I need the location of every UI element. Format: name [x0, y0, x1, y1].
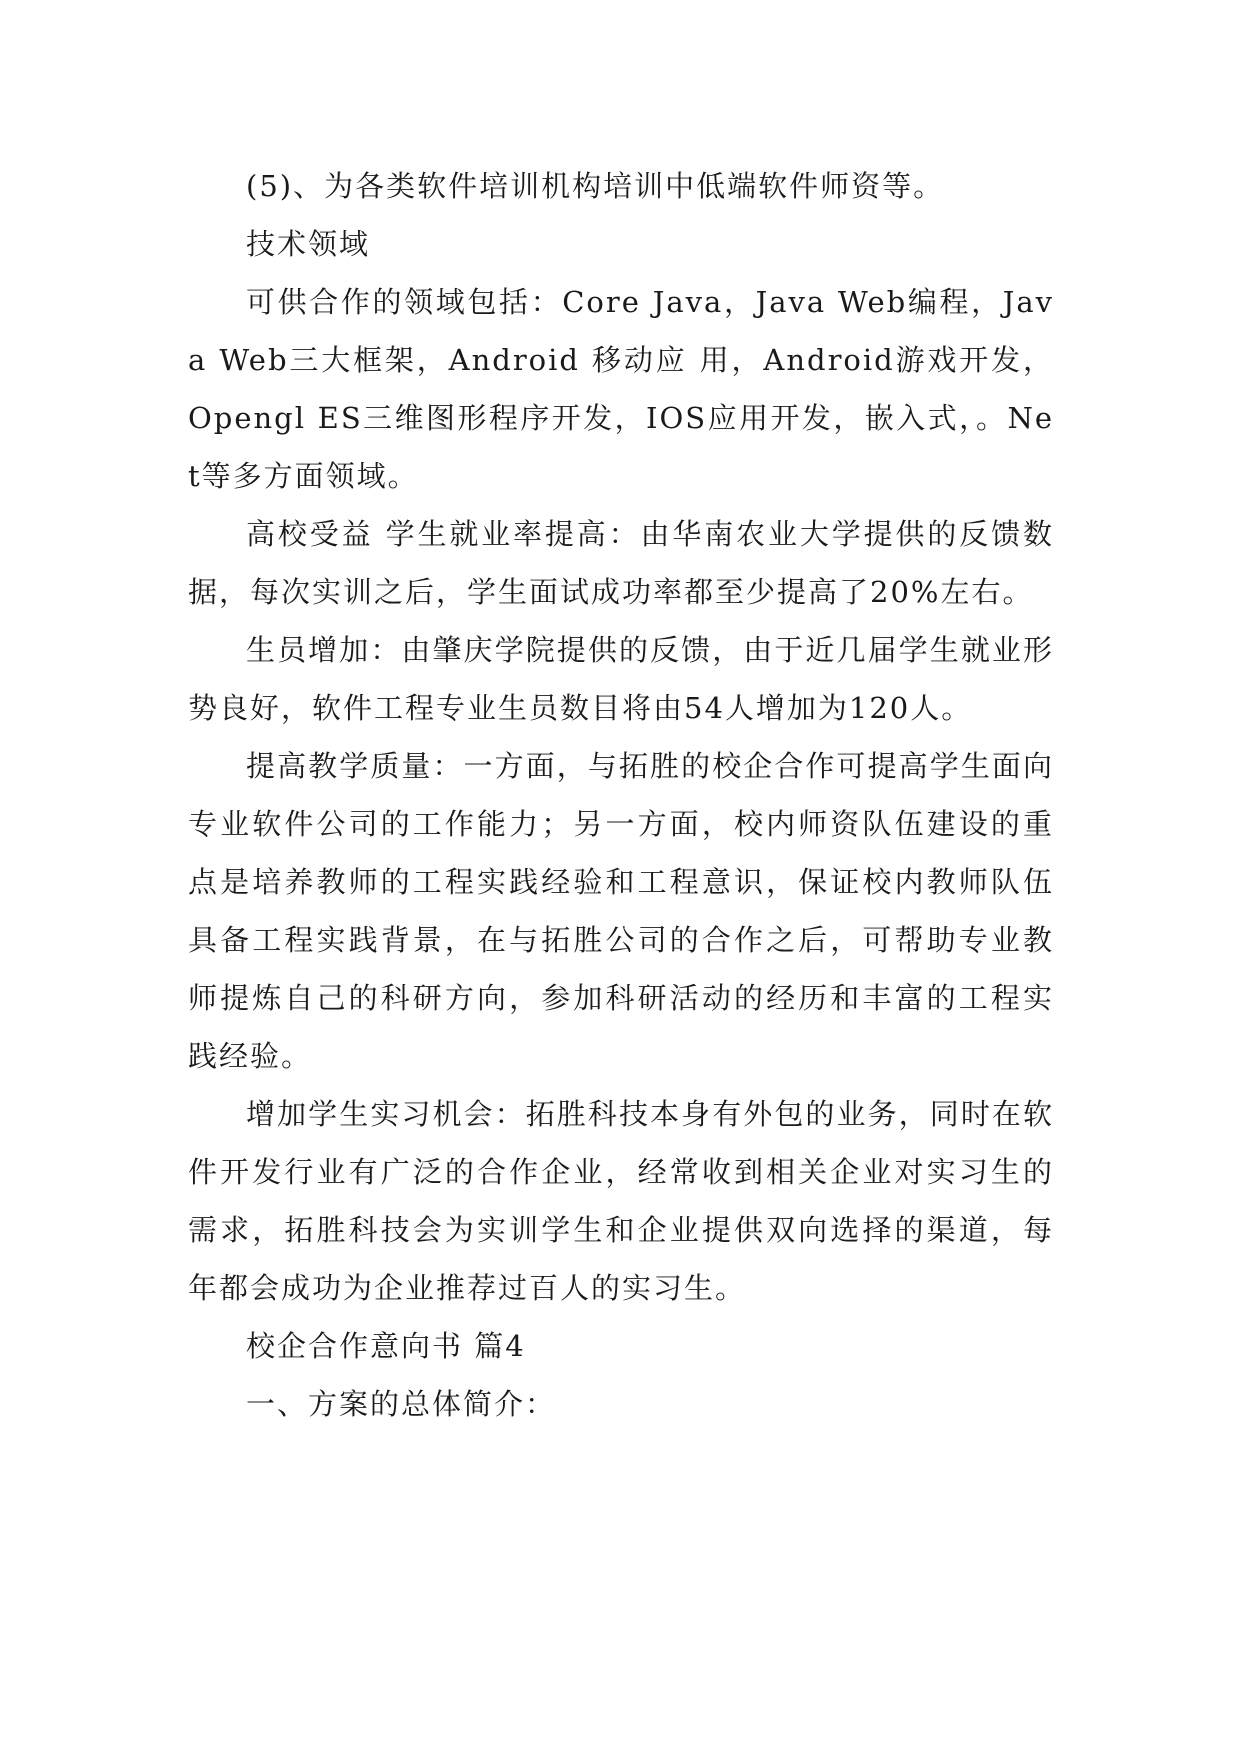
- section-heading-plan-overview: 一、方案的总体简介：: [246, 1387, 557, 1421]
- document-body: [188, 157, 1054, 1433]
- paragraph-internship-opportunities: 增加学生实习机会：拓胜科技本身有外包的业务，同时在软件开发行业有广泛的合作企业，经常收到相关企业对实习生的需求，拓胜科技会为实训学生和企业提供双向选择的渠道，每年都会成功为企业推荐过百人的实习生。: [188, 1097, 1054, 1305]
- paragraph-enrollment-increase: 生员增加：由肇庆学院提供的反馈，由于近几届学生就业形势良好，软件工程专业生员数目将由54人增加为120人。: [188, 633, 1054, 725]
- paragraph-cooperation-domains: 可供合作的领域包括：Core Java，Java Web编程，Java Web三大框架，Android 移动应 用，Android游戏开发，Opengl ES三维图形程序开发，IOS应用开发，嵌入式，。Net等多方面领域。: [188, 285, 1054, 493]
- section-heading-tech-domain: 技术领域: [246, 227, 371, 261]
- paragraph-employment-rate: 高校受益 学生就业率提高：由华南农业大学提供的反馈数据，每次实训之后，学生面试成功率都至少提高了20%左右。: [188, 517, 1054, 609]
- paragraph-item-5: (5)、为各类软件培训机构培训中低端软件师资等。: [246, 169, 945, 203]
- section-heading-letter-of-intent: 校企合作意向书 篇4: [246, 1329, 526, 1363]
- paragraph-teaching-quality: 提高教学质量：一方面，与拓胜的校企合作可提高学生面向专业软件公司的工作能力；另一方面，校内师资队伍建设的重点是培养教师的工程实践经验和工程意识，保证校内教师队伍具备工程实践背景，在与拓胜公司的合作之后，可帮助专业教师提炼自己的科研方向，参加科研活动的经历和丰富的工程实践经验。: [188, 749, 1054, 1073]
